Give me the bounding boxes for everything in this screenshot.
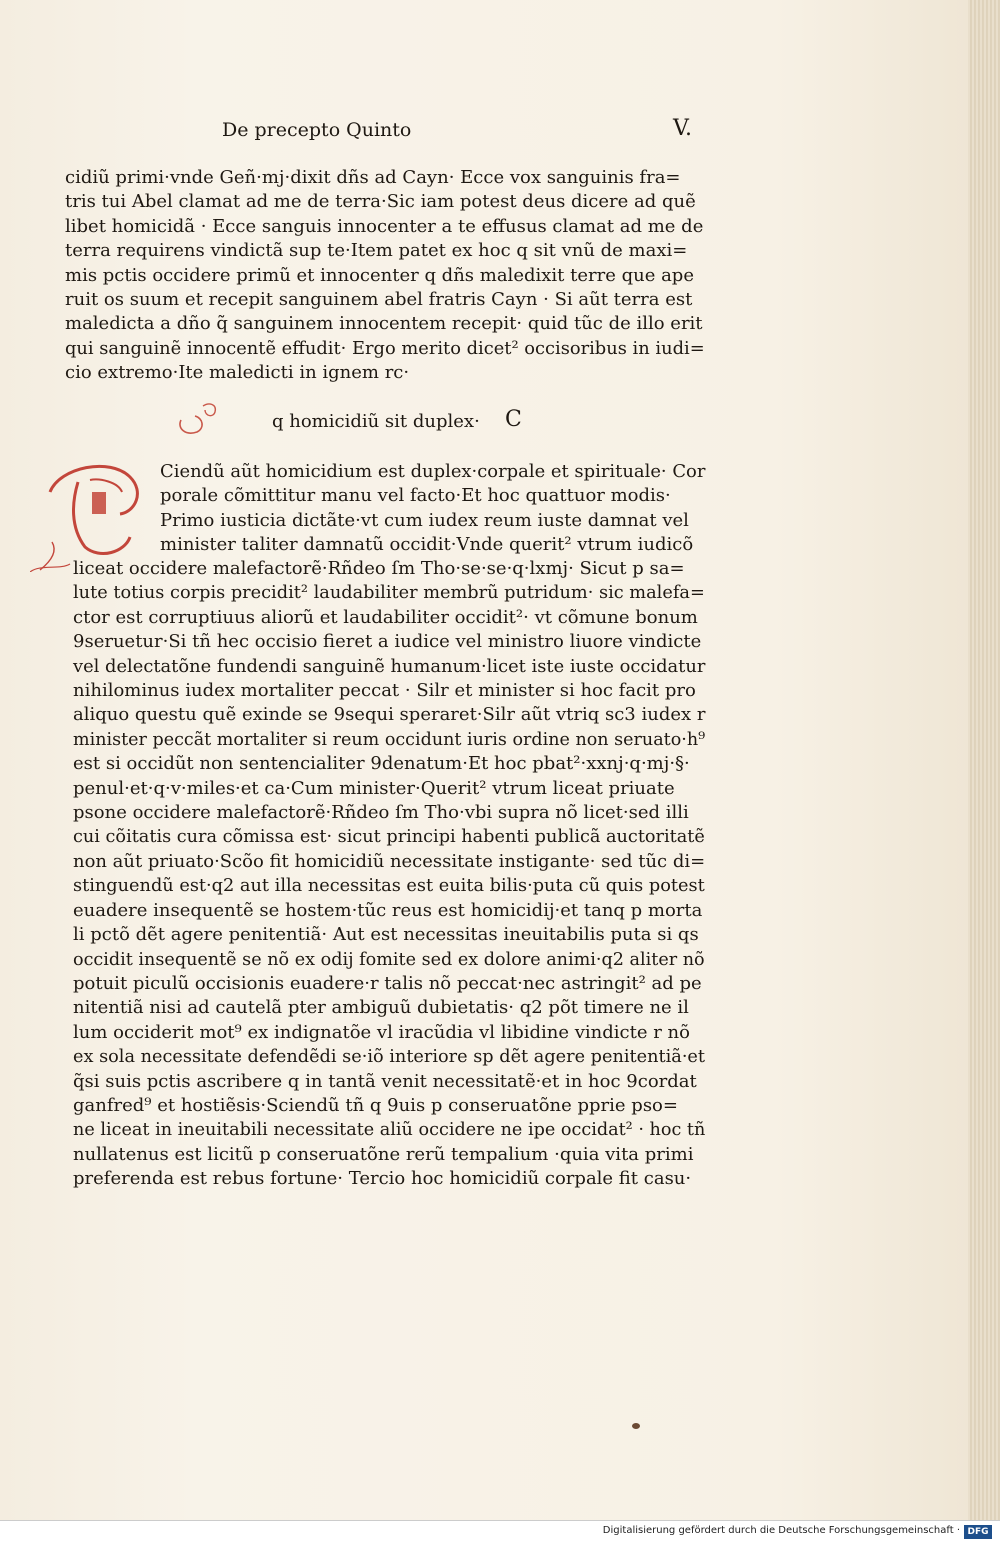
text-block-top [65,166,705,386]
text-line: lum occiderit mot⁹ ex indignatõe vl iracũdia vl libidine vindicte r nõ [73,1021,690,1043]
red-guide-letter-icon [175,398,223,438]
text-line: Ciendũ aũt homicidium est duplex·corpale et spirituale· Cor [160,461,706,482]
text-line: psone occidere malefactorẽ·Rñdeo ſm Tho·vbi supra nõ licet·sed illi [73,802,689,824]
text-line: porale cõmittitur manu vel facto·Et hoc quattuor modis· [160,485,671,507]
text-line: nullatenus est licitũ p conseruatõne rerũ tempalium ·quia vita primi [73,1143,694,1165]
text-line: vel delectatõne fundendi sanguinẽ humanum·licet iste iuste occidatur [73,655,706,677]
text-line: non aũt priuato·Scõo fit homicidiũ necessitate instigante· sed tũc di= [73,850,706,872]
text-block-indented [160,460,705,558]
text-line: cidiũ primi·vnde Geñ·mj·dixit dñs ad Cayn· Ecce vox sanguinis fra= [65,167,681,188]
page-title: De precepto Quinto [222,119,412,141]
text-line: cui cõitatis cura cõmissa est· sicut principi habenti publicã auctoritatẽ [73,826,705,848]
text-line: tris tui Abel clamat ad me de terra·Sic iam potest deus dicere ad quẽ [65,191,696,213]
text-line: minister peccãt mortaliter si reum occidunt iuris ordine non seruato·h⁹ [73,728,706,750]
paragraph-mark: C [505,407,522,432]
section-heading: q homicidiũ sit duplex· [272,411,480,432]
text-line: ne liceat in ineuitabili necessitate aliũ occidere ne ipe occidat² · hoc tñ [73,1119,706,1141]
red-initial-letter-icon [30,452,160,572]
text-line: li pctõ dẽt agere penitentiã· Aut est necessitas ineuitabilis puta si qs [73,924,699,946]
text-line: potuit piculũ occisionis euadere·r talis nõ peccat·nec astringit² ad pe [73,972,702,994]
text-line: nihilominus iudex mortaliter peccat · Silr et minister si hoc facit pro [73,680,696,702]
text-line: q̃si suis pctis ascribere q in tantã venit necessitatẽ·et in hoc 9cordat [73,1070,697,1092]
text-line: preferenda est rebus fortune· Tercio hoc homicidiũ corpale fit casu· [73,1168,692,1190]
text-line: terra requirens vindictã sup te·Item patet ex hoc q sit vnũ de maxi= [65,240,688,262]
funding-credit: Digitalisierung gefördert durch die Deutsche Forschungsgemeinschaft · [602,1525,960,1536]
text-line: liceat occidere malefactorẽ·Rñdeo ſm Tho·se·se·q·lxmj· Sicut p sa= [73,558,685,579]
text-line: aliquo questu quẽ exinde se 9sequi speraret·Silr aũt vtriq sc3 iudex r [73,704,706,726]
ink-spot [632,1423,640,1429]
text-line: lute totius corpis precidit² laudabiliter membrũ putridum· sic malefa= [73,582,705,604]
text-line: ganfred⁹ et hostiẽsis·Sciendũ tñ q 9uis p conseruatõne pprie pso= [73,1094,678,1116]
footer-bar [0,1520,1000,1544]
text-line: 9seruetur·Si tñ hec occisio fieret a iudice vel ministro liuore vindicte [73,631,702,653]
text-line: Primo iusticia dictãte·vt cum iudex reum iuste damnat vel [160,509,689,531]
text-line: minister taliter damnatũ occidit·Vnde querit² vtrum iudicõ [160,534,694,556]
text-block-main [73,557,705,1192]
text-line: qui sanguinẽ innocentẽ effudit· Ergo merito dicet² occisoribus in iudi= [65,337,705,359]
text-line: libet homicidã · Ecce sanguis innocenter a te effusus clamat ad me de [65,215,704,237]
page-edges [968,0,1000,1520]
text-line: ex sola necessitate defendẽdi se·iõ interiore sp dẽt agere penitentiã·et [73,1046,706,1068]
running-header [222,116,692,146]
text-line: ruit os suum et recepit sanguinem abel fratris Cayn · Si aũt terra est [65,289,693,311]
text-line: maledicta a dño q̃ sanguinem innocentem recepit· quid tũc de illo erit [65,313,703,335]
text-line: stinguendũ est·q2 aut illa necessitas est euita bilis·puta cũ quis potest [73,875,705,897]
text-line: nitentiã nisi ad cautelã pter ambiguũ dubietatis· q2 põt timere ne il [73,997,689,1019]
text-line: occidit insequentẽ se nõ ex odij fomite sed ex dolore animi·q2 aliter nõ [73,948,705,970]
text-line: cio extremo·Ite maledicti in ignem rc· [65,362,410,384]
text-line: penul·et·q·v·miles·et ca·Cum minister·Querit² vtrum liceat priuate [73,777,675,799]
text-line: mis pctis occidere primũ et innocenter q dñs maledixit terre que ape [65,264,694,286]
text-line: euadere insequentẽ se hostem·tũc reus est homicidij·et tanq p morta [73,899,703,921]
dfg-logo: DFG [964,1525,992,1539]
folio-number: V. [672,116,692,141]
text-line: est si occidũt non sentencialiter 9denatum·Et hoc pbat²·xxnj·q·mj·§· [73,753,690,775]
text-line: ctor est corruptiuus aliorũ et laudabiliter occidit²· vt cõmune bonum [73,606,698,628]
